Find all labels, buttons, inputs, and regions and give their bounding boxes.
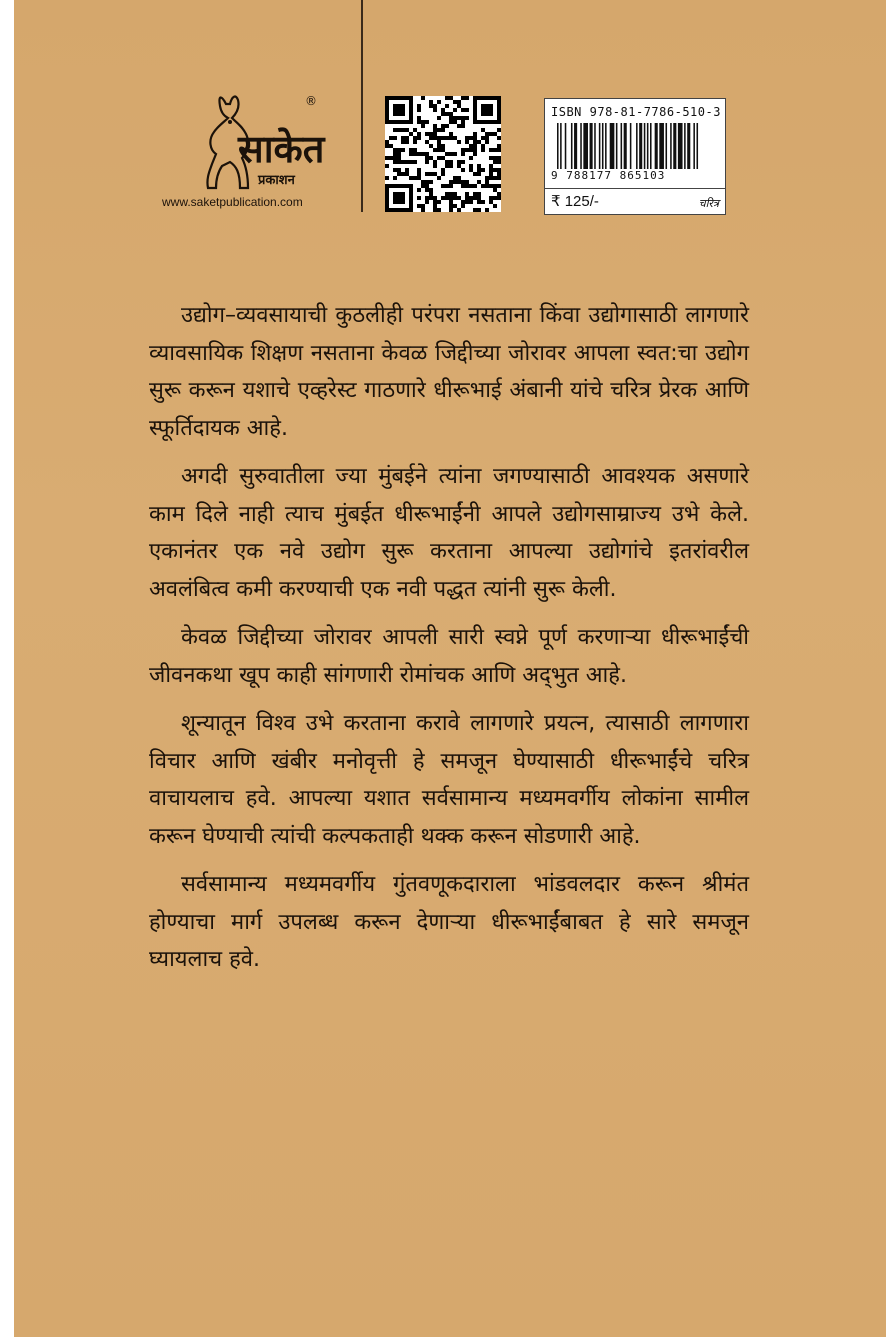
registered-mark: ®: [305, 94, 317, 108]
blurb-paragraph: अगदी सुरुवातीला ज्या मुंबईने त्यांना जगण्यासाठी आवश्यक असणारे काम दिले नाही त्याच मुंबईत धीरूभाईंनी आपले उद्योगसाम्राज्य उभे केले. एकानंतर एक नवे उद्योग सुरू करताना आपल्या उद्योगांचे इतरांवरील अवलंबित्व कमी करण्याची एक नवी पद्धत त्यांनी सुरू केली.: [149, 464, 749, 602]
publisher-website: www.saketpublication.com: [162, 195, 303, 209]
back-cover-blurb: [149, 297, 749, 990]
page-edge: [0, 0, 14, 1337]
isbn-label: ISBN 978-81-7786-510-3: [551, 105, 721, 119]
price-divider: [545, 188, 725, 189]
barcode-icon: [557, 123, 713, 169]
barcode-number: 9 788177 865103: [551, 169, 666, 182]
price: ₹ 125/-: [551, 193, 599, 210]
isbn-barcode-box: [544, 98, 726, 215]
header-divider: [361, 0, 363, 212]
blurb-paragraph: शून्यातून विश्व उभे करताना करावे लागणारे प्रयत्न, त्यासाठी लागणारा विचार आणि खंबीर मनोवृत्ती हे समजून घेण्यासाठी धीरूभाईंचे चरित्र वाचायलाच हवे. आपल्या यशात सर्वसामान्य मध्यमवर्गीय लोकांना सामील करून घेण्याची त्यांची कल्पकताही थक्क करून सोडणारी आहे.: [149, 711, 749, 849]
logo-wordmark: साकेत: [238, 127, 325, 171]
blurb-paragraph: केवळ जिद्दीच्या जोरावर आपली सारी स्वप्ने पूर्ण करणाऱ्या धीरूभाईंची जीवनकथा खूप काही सांगणारी रोमांचक आणि अद्‌भुत आहे.: [149, 625, 749, 688]
book-category: चरित्र: [698, 197, 719, 210]
blurb-paragraph: सर्वसामान्य मध्यमवर्गीय गुंतवणूकदाराला भांडवलदार करून श्रीमंत होण्याचा मार्ग उपलब्ध करून देणाऱ्या धीरूभाईंबाबत हे सारे समजून घ्यायलाच हवे.: [149, 872, 749, 972]
qr-code-icon: [385, 96, 501, 212]
blurb-paragraph: उद्योग–व्यवसायाची कुठलीही परंपरा नसताना किंवा उद्योगासाठी लागणारे व्यावसायिक शिक्षण नसताना केवळ जिद्दीच्या जोरावर आपला स्वत:चा उद्योग सुरू करून यशाचे एव्हरेस्ट गाठणारे धीरूभाई अंबानी यांचे चरित्र प्रेरक आणि स्फूर्तिदायक आहे.: [149, 303, 749, 441]
logo-subtext: प्रकाशन: [258, 173, 295, 188]
